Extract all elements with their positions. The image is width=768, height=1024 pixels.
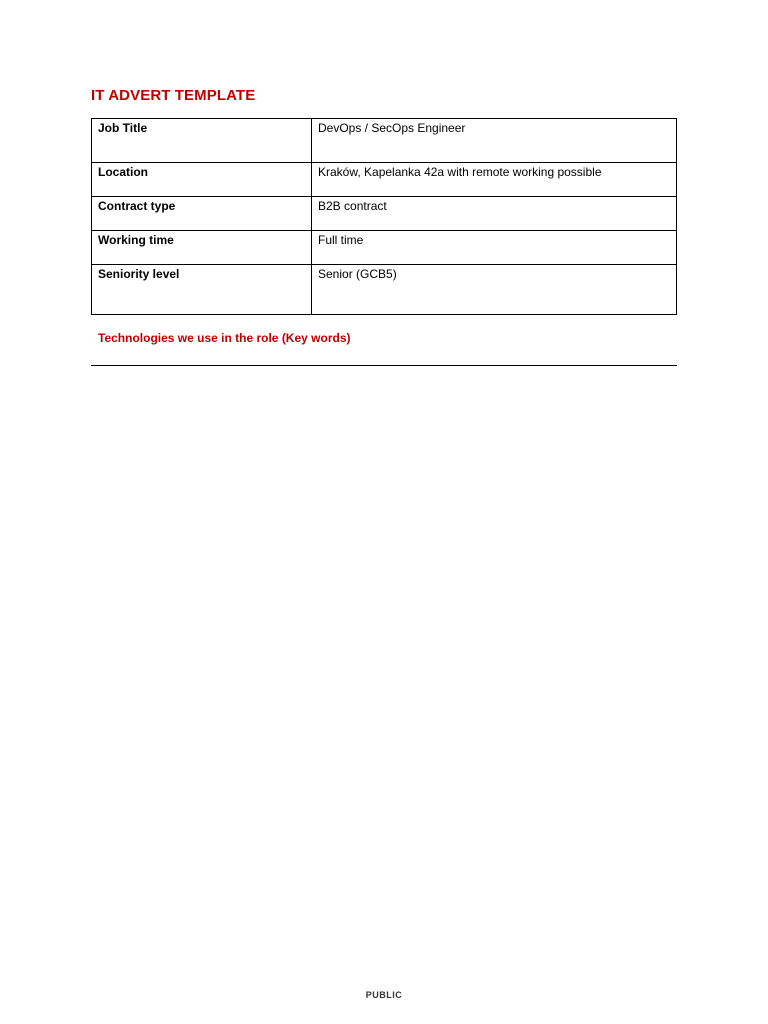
seniority-level-label: Seniority level xyxy=(92,265,312,315)
table-row xyxy=(92,197,677,231)
contract-type-label: Contract type xyxy=(92,197,312,231)
seniority-level-value: Senior (GCB5) xyxy=(312,265,677,315)
working-time-value: Full time xyxy=(312,231,677,265)
table-row xyxy=(92,265,677,315)
footer-classification: PUBLIC xyxy=(365,990,403,1000)
working-time-label: Working time xyxy=(92,231,312,265)
table-row xyxy=(92,119,677,163)
job-title-label: Job Title xyxy=(92,119,312,163)
location-value: Kraków, Kapelanka 42a with remote working possible xyxy=(312,163,677,197)
location-label: Location xyxy=(92,163,312,197)
job-info-table xyxy=(91,118,677,315)
table-row xyxy=(92,163,677,197)
technologies-heading: Technologies we use in the role (Key words) xyxy=(98,331,351,345)
section-divider xyxy=(91,365,677,366)
table-row xyxy=(92,231,677,265)
contract-type-value: B2B contract xyxy=(312,197,677,231)
page-title: IT ADVERT TEMPLATE xyxy=(91,87,256,104)
job-title-value: DevOps / SecOps Engineer xyxy=(312,119,677,163)
